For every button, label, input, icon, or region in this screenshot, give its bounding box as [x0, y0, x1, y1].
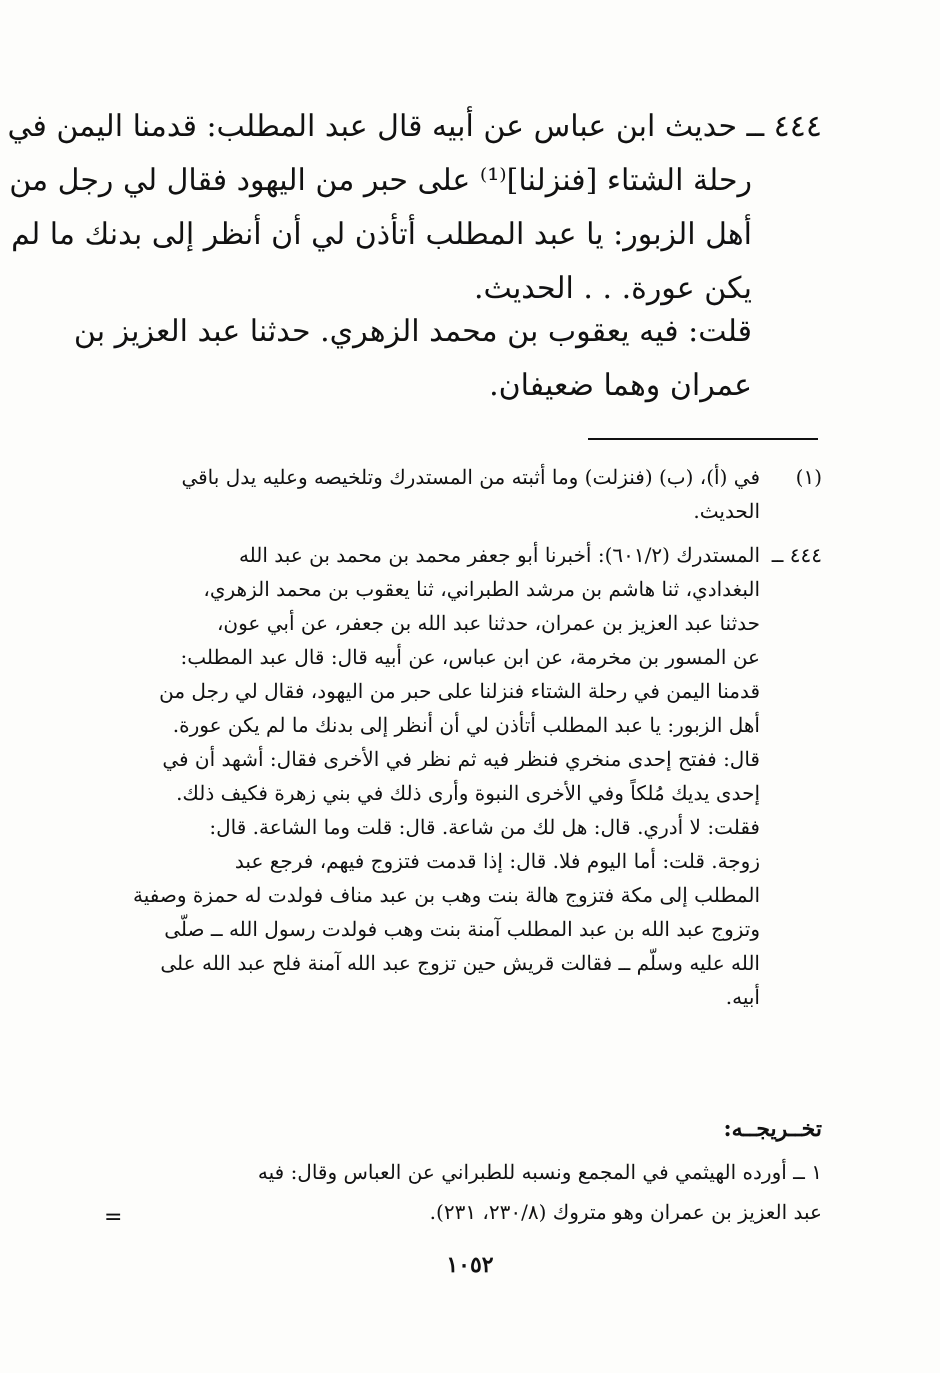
footnote-line: قدمنا اليمن في رحلة الشتاء فنزلنا على حبر من اليهود، فقال لي رجل من	[159, 679, 760, 703]
takhrij-line: عبد العزيز بن عمران وهو متروك (٢٣٠/٨، ٢٣١).	[429, 1200, 822, 1224]
main-hadith	[7, 100, 822, 316]
footnote-line: زوجة. قلت: أما اليوم فلا. قال: إذا قدمت فتزوج فيهم، فرجع عبد	[234, 849, 760, 873]
footnote-line: المستدرك (٦٠١/٢): أخبرنا أبو جعفر محمد بن محمد بن عبد الله	[238, 543, 760, 567]
takhrij-heading: تخــريجــه:	[723, 1116, 822, 1142]
main-hadith-line: رحلة الشتاء [فنزلنا]⁽¹⁾ على حبر من اليهود فقال لي رجل من	[9, 163, 752, 198]
footnote-line: البغدادي، ثنا هاشم بن مرشد الطبراني، ثنا يعقوب بن محمد الزهري،	[203, 577, 760, 601]
main-hadith-line: ٤٤٤ ــ حديث ابن عباس عن أبيه قال عبد المطلب: قدمنا اليمن في	[7, 109, 822, 144]
footnote-marker: (١)	[795, 465, 822, 489]
footnote-separator	[588, 438, 818, 440]
footnote-line: الله عليه وسلّم ــ فقالت قريش حين تزوج عبد الله آمنة فلح عبد الله على	[160, 951, 760, 975]
footnote-line: إحدى يديك مُلكاً وفي الأخرى النبوة وأرى ذلك في بني زهرة فكيف ذلك.	[176, 781, 760, 805]
author-comment	[73, 305, 822, 413]
footnote-line: أهل الزبور: يا عبد المطلب أتأذن لي أن أنظر إلى بدنك ما لم يكن عورة.	[172, 713, 760, 737]
footnote-line: المطلب إلى مكة فتزوج هالة بنت وهب بن عبد مناف فولدت له حمزة وصفية	[133, 883, 760, 907]
footnote-444	[112, 538, 822, 1014]
footnote-line: قال: ففتح إحدى منخري فنظر فيه ثم نظر في الأخرى فقال: أشهد أن في	[162, 747, 760, 771]
continuation-mark: =	[104, 1205, 123, 1230]
author-comment-line: قلت: فيه يعقوب بن محمد الزهري. حدثنا عبد العزيز بن	[73, 314, 752, 349]
footnote-1	[112, 460, 822, 528]
footnote-line: فقلت: لا أدري. قال: هل لك من شاعة. قال: قلت وما الشاعة. قال:	[209, 815, 760, 839]
footnote-line: حدثنا عبد العزيز بن عمران، حدثنا عبد الله بن جعفر، عن أبي عون،	[216, 611, 760, 635]
main-hadith-line: أهل الزبور: يا عبد المطلب أتأذن لي أن أنظر إلى بدنك ما لم	[11, 217, 752, 252]
page-number: ١٠٥٢	[446, 1252, 494, 1278]
author-comment-line: عمران وهما ضعيفان.	[489, 368, 752, 403]
footnote-marker: ٤٤٤ ــ	[771, 543, 822, 567]
takhrij-section	[112, 1152, 822, 1232]
takhrij-line: ١ ــ أورده الهيثمي في المجمع ونسبه للطبراني عن العباس وقال: فيه	[257, 1160, 822, 1184]
main-hadith-line: يكن عورة. . . الحديث.	[473, 271, 752, 306]
footnote-line: في (أ)، (ب) (فنزلت) وما أثبته من المستدرك وتلخيصه وعليه يدل باقي	[181, 465, 760, 489]
footnote-line: عن المسور بن مخرمة، عن ابن عباس، عن أبيه قال: قال عبد المطلب:	[180, 645, 760, 669]
footnote-line: الحديث.	[693, 499, 760, 523]
footnote-line: وتزوج عبد الله بن عبد المطلب آمنة بنت وهب فولدت رسول الله ــ صلّى	[164, 917, 760, 941]
footnote-line: أبيه.	[725, 985, 760, 1009]
